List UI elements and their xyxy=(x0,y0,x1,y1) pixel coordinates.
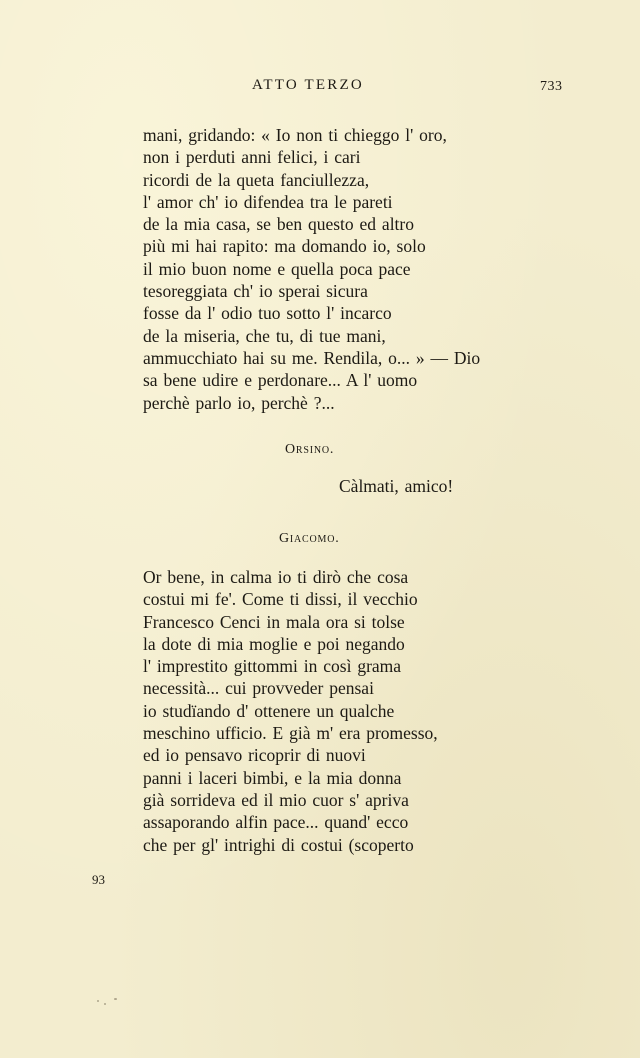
verse-line: Or bene, in calma io ti dirò che cosa xyxy=(143,567,409,587)
page-number: 733 xyxy=(540,79,563,94)
verse-line: più mi hai rapito: ma domando io, solo xyxy=(143,236,426,257)
verse-line: io studïando d' ottenere un qualche xyxy=(143,700,395,721)
verse-line: l' amor ch' io difendea tra le pareti xyxy=(143,191,393,212)
verse-line: il mio buon nome e quella poca pace xyxy=(143,258,411,279)
signature-mark: 93 xyxy=(92,872,105,887)
verse-line: che per gl' intrighi di costui (scoperto xyxy=(143,834,414,855)
verse-line: non i perduti anni felici, i cari xyxy=(143,147,361,168)
paper-speck xyxy=(114,998,117,1000)
verse-line: ammucchiato hai su me. Rendila, o... » — Dio xyxy=(143,347,481,368)
verse-line: mani, gridando: « Io non ti chieggo l' oro, xyxy=(143,125,447,145)
verse-line: de la mia casa, se ben questo ed altro xyxy=(143,214,414,235)
paper-speck xyxy=(97,1000,99,1002)
verse-line: meschino ufficio. E già m' era promesso, xyxy=(143,723,438,744)
verse-line: già sorrideva ed il mio cuor s' apriva xyxy=(143,789,409,810)
verse-line: ed io pensavo ricoprir di nuovi xyxy=(143,745,366,766)
verse-line: fosse da l' odio tuo sotto l' incarco xyxy=(143,303,392,324)
running-head: ATTO TERZO xyxy=(252,77,364,93)
orsino-line: Càlmati, amico! xyxy=(339,476,454,496)
verse-line: Francesco Cenci in mala ora si tolse xyxy=(143,611,405,632)
verse-line: l' imprestito gittommi in così grama xyxy=(143,656,402,677)
verse-line: la dote di mia moglie e poi negando xyxy=(143,633,405,654)
verse-line: assaporando alfin pace... quand' ecco xyxy=(143,812,409,833)
verse-block-before xyxy=(143,124,523,414)
verse-line: perchè parlo io, perchè ?... xyxy=(143,392,335,413)
verse-line: necessità... cui provveder pensai xyxy=(143,678,374,699)
verse-line: ricordi de la queta fanciullezza, xyxy=(143,169,370,190)
speaker-giacomo: Giacomo. xyxy=(279,531,340,546)
verse-line: panni i laceri bimbi, e la mia donna xyxy=(143,767,402,788)
verse-line: de la miseria, che tu, di tue mani, xyxy=(143,325,386,346)
verse-line: tesoreggiata ch' io sperai sicura xyxy=(143,281,368,302)
verse-line: sa bene udire e perdonare... A l' uomo xyxy=(143,370,418,391)
verse-line: costui mi fe'. Come ti dissi, il vecchio xyxy=(143,589,418,610)
verse-block-after xyxy=(143,566,523,856)
speaker-orsino: Orsino. xyxy=(285,442,335,457)
paper-speck xyxy=(104,1003,106,1005)
